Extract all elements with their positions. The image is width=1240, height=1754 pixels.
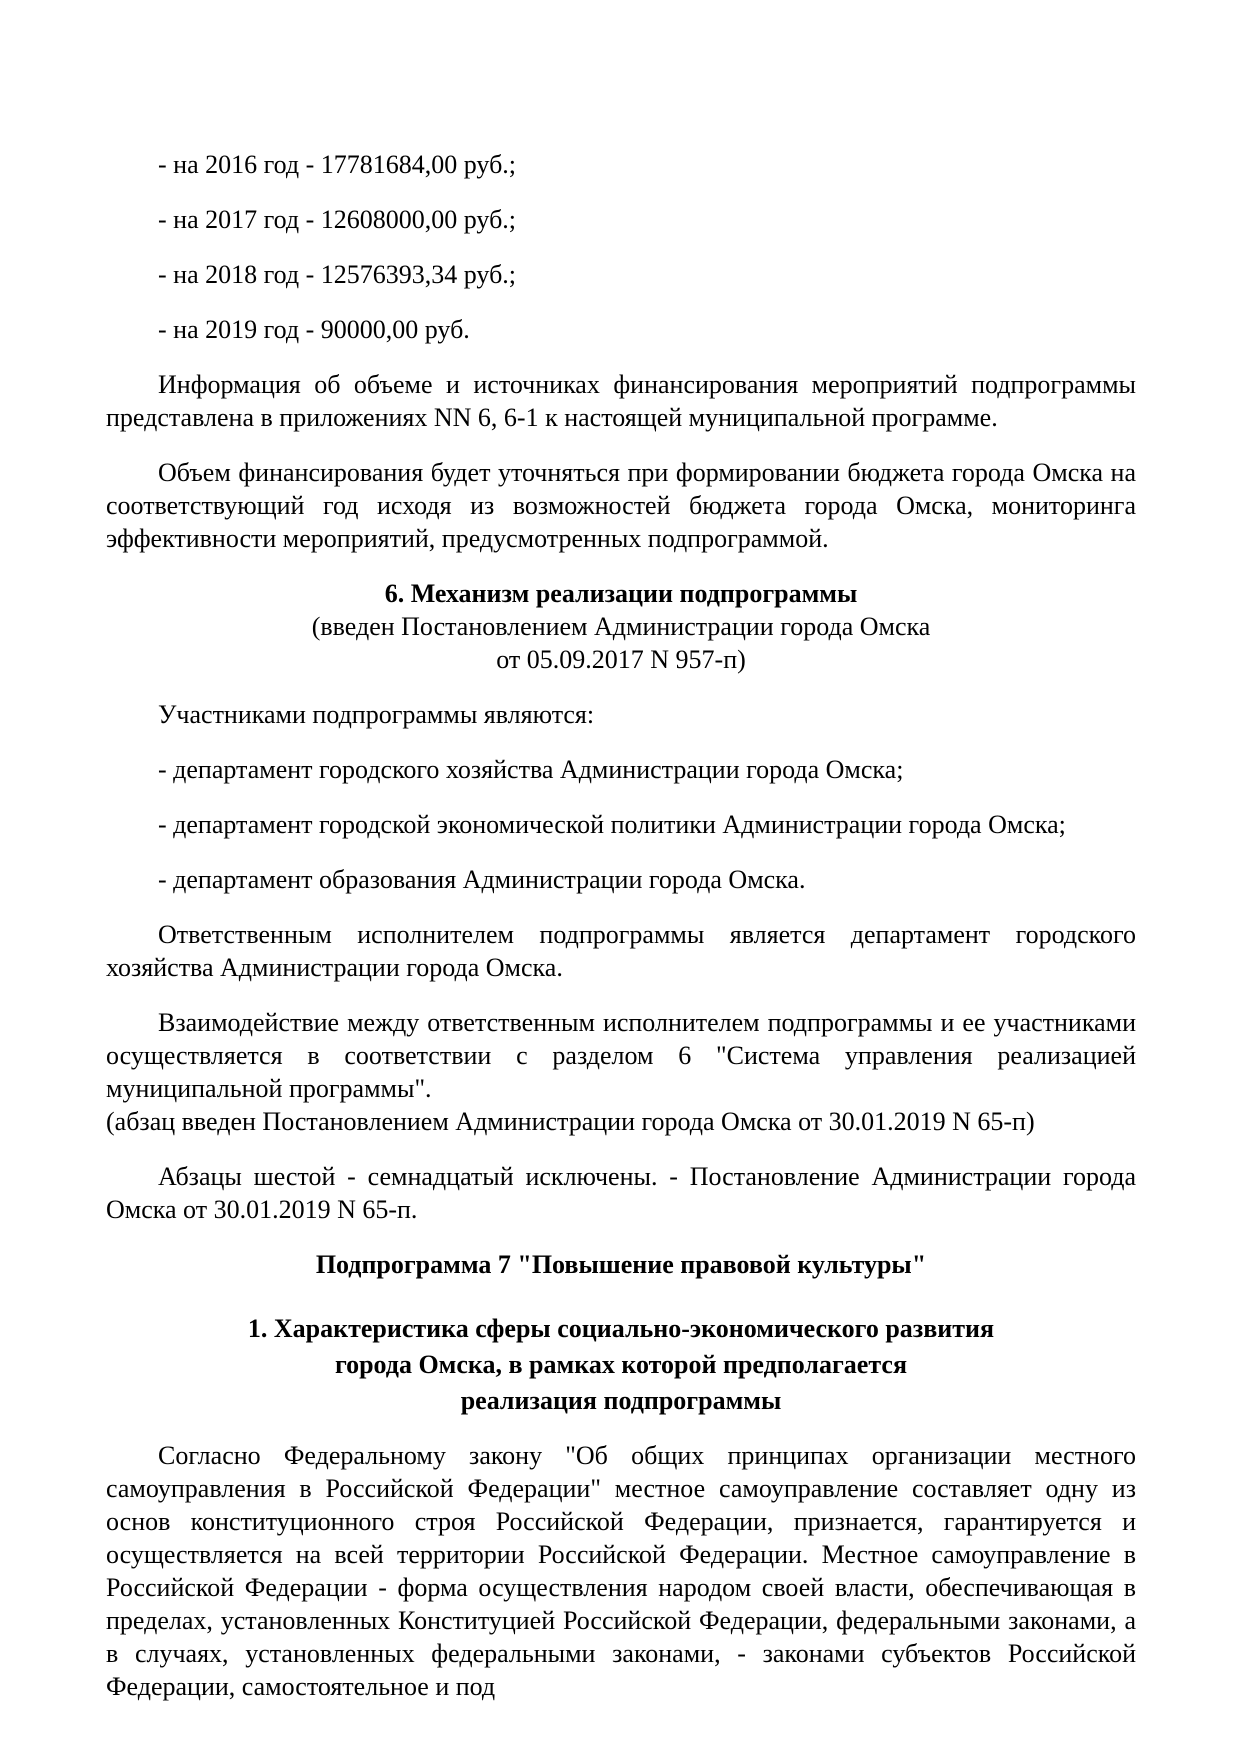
funding-line-2016: - на 2016 год - 17781684,00 руб.;	[158, 150, 517, 179]
funding-note-paragraph: Объем финансирования будет уточняться при формировании бюджета города Омска на соответствующий год исходя из возможностей бюджета города Омска, мониторинга эффективности мероприятий, предусмотренных подпрограммой.	[106, 458, 1136, 553]
interaction-block	[106, 1006, 1136, 1138]
participant-item-3: - департамент образования Администрации города Омска.	[158, 865, 806, 894]
section-1-heading	[106, 1311, 1136, 1419]
participants-lead-paragraph: Участниками подпрограммы являются:	[158, 700, 595, 729]
section-1-heading-line-3: реализация подпрограммы	[460, 1386, 782, 1415]
participant-item-2: - департамент городской экономической политики Администрации города Омска;	[158, 810, 1066, 839]
funding-info-paragraph: Информация об объеме и источниках финансирования мероприятий подпрограммы представлена в приложениях NN 6, 6-1 к настоящей муниципальной программе.	[106, 370, 1136, 432]
section-6-intro-line-2: от 05.09.2017 N 957-п)	[496, 645, 746, 674]
participant-item-1: - департамент городского хозяйства Администрации города Омска;	[158, 755, 904, 784]
funding-line-2018: - на 2018 год - 12576393,34 руб.;	[158, 260, 517, 289]
subprogram-7-heading: Подпрограмма 7 "Повышение правовой культуры"	[315, 1250, 927, 1279]
funding-line-2019: - на 2019 год - 90000,00 руб.	[158, 315, 470, 344]
interaction-paragraph: Взаимодействие между ответственным исполнителем подпрограммы и ее участниками осуществляется в соответствии с разделом 6 "Система управления реализацией муниципальной программы".	[106, 1008, 1136, 1103]
section-6-intro-line-1: (введен Постановлением Администрации города Омска	[311, 612, 931, 641]
section-1-body-paragraph: Согласно Федеральному закону "Об общих принципах организации местного самоуправления в Российской Федерации" местное самоуправление составляет одну из основ конституционного строя Российской Федерации, признается, гарантируется и осуществляется на всей территории Российской Федерации. Местное самоуправление в Российской Федерации - форма осуществления народом своей власти, обеспечивающая в пределах, установленных Конституцией Российской Федерации, федеральными законами, а в случаях, установленных федеральными законами, - законами субъектов Российской Федерации, самостоятельное и под	[106, 1441, 1136, 1701]
interaction-note: (абзац введен Постановлением Администрации города Омска от 30.01.2019 N 65-п)	[106, 1107, 1035, 1136]
section-6-heading: 6. Механизм реализации подпрограммы	[384, 579, 858, 608]
excluded-note-paragraph: Абзацы шестой - семнадцатый исключены. - Постановление Администрации города Омска от 30.01.2019 N 65-п.	[106, 1162, 1136, 1224]
responsible-paragraph: Ответственным исполнителем подпрограммы является департамент городского хозяйства Администрации города Омска.	[106, 920, 1136, 982]
section-1-heading-line-2: города Омска, в рамках которой предполагается	[334, 1350, 908, 1379]
section-6-intro	[106, 610, 1136, 676]
funding-line-2017: - на 2017 год - 12608000,00 руб.;	[158, 205, 517, 234]
section-1-heading-line-1: 1. Характеристика сферы социально-экономического развития	[247, 1314, 995, 1343]
